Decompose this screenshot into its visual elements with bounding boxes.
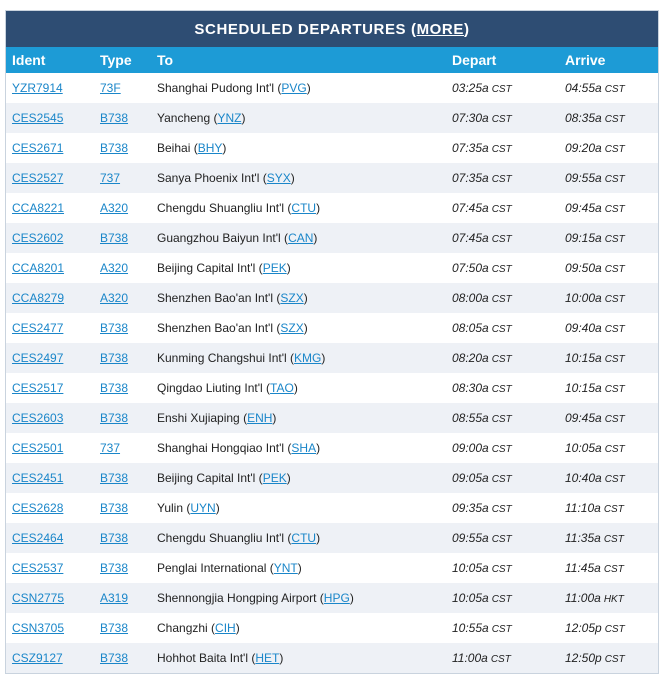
ident-cell [6,343,94,373]
column-header-depart[interactable]: Depart [452,52,497,68]
depart-cell [446,493,559,523]
table-row [6,433,658,463]
type-cell [94,223,151,253]
arrive-cell [559,523,658,553]
arrive-cell [559,343,658,373]
airport-code-link[interactable]: PEK [262,471,287,485]
depart-cell [446,403,559,433]
arrive-time: 09:40a [565,321,602,335]
depart-time: 10:05a [452,591,489,605]
arrive-timezone: CST [604,294,625,305]
table-row [6,553,658,583]
airport-code-link[interactable]: TAO [270,381,294,395]
destination-cell: Penglai International (YNT) [157,561,302,575]
destination-name: Enshi Xujiaping [157,411,240,425]
airport-code-link[interactable]: KMG [294,351,322,365]
airport-code-link[interactable]: PVG [281,81,307,95]
arrive-time: 10:15a [565,381,602,395]
depart-timezone: CST [491,624,512,635]
depart-time: 07:45a [452,201,489,215]
ident-cell [6,313,94,343]
arrive-timezone: CST [604,354,625,365]
depart-time: 08:55a [452,411,489,425]
arrive-time: 04:55a [565,81,602,95]
depart-timezone: CST [491,294,512,305]
arrive-cell [559,403,658,433]
ident-cell [6,493,94,523]
arrive-time: 09:50a [565,261,602,275]
depart-timezone: CST [490,654,511,665]
airport-code-link[interactable]: CIH [215,621,236,635]
table-body [6,73,658,673]
aircraft-type-link[interactable]: B738 [100,141,129,155]
depart-time: 03:25a [452,81,489,95]
aircraft-type-link[interactable]: 73F [100,81,121,95]
column-header-to[interactable]: To [157,52,174,68]
table-row [6,103,658,133]
scheduled-departures-widget [5,10,659,674]
ident-cell [6,193,94,223]
arrive-time: 11:10a [565,501,601,515]
table-row [6,313,658,343]
airport-code-link[interactable]: ENH [247,411,273,425]
aircraft-type-link[interactable]: 737 [100,171,121,185]
destination-name: Changzhi [157,621,208,635]
arrive-cell [559,73,658,103]
arrive-timezone: CST [603,504,624,515]
aircraft-type-link[interactable]: B738 [100,471,129,485]
ident-cell [6,583,94,613]
flight-ident-link[interactable]: CES2527 [12,171,64,185]
arrive-time: 10:40a [565,471,602,485]
depart-timezone: CST [491,264,512,275]
depart-cell [446,103,559,133]
ident-cell [6,553,94,583]
arrive-timezone: CST [604,324,625,335]
more-paren-close: ) [463,20,470,38]
table-row [6,193,658,223]
depart-cell [446,283,559,313]
depart-time: 09:35a [452,501,489,515]
more-paren-open: ( [410,20,417,38]
depart-timezone: CST [491,384,512,395]
destination-cell: Yulin (UYN) [157,501,220,515]
depart-timezone: CST [491,594,512,605]
airport-code-link[interactable]: CTU [291,531,317,545]
depart-cell [446,373,559,403]
arrive-timezone: CST [604,264,625,275]
depart-cell [446,253,559,283]
flight-ident-link[interactable]: CSN2775 [12,591,65,605]
depart-cell [446,583,559,613]
aircraft-type-link[interactable]: B738 [100,351,129,365]
ident-cell [6,133,94,163]
aircraft-type-link[interactable]: B738 [100,111,129,125]
depart-cell [446,553,559,583]
flight-ident-link[interactable]: CES2537 [12,561,64,575]
depart-timezone: CST [491,534,512,545]
arrive-cell [559,553,658,583]
aircraft-type-link[interactable]: B738 [100,381,129,395]
destination-cell: Guangzhou Baiyun Int'l (CAN) [157,231,318,245]
destination-name: Beijing Capital Int'l [157,471,256,485]
flight-ident-link[interactable]: CCA8201 [12,261,65,275]
arrive-cell [559,283,658,313]
airport-code-link[interactable]: UYN [190,501,216,515]
type-cell [94,253,151,283]
flight-ident-link[interactable]: CES2603 [12,411,64,425]
depart-timezone: CST [491,414,512,425]
table-row [6,343,658,373]
arrive-time: 09:15a [565,231,602,245]
arrive-cell [559,613,658,643]
destination-name: Yancheng [157,111,211,125]
arrive-cell [559,193,658,223]
destination-name: Hohhot Baita Int'l [157,651,249,665]
destination-cell: Hohhot Baita Int'l (HET) [157,651,284,665]
airport-code-link[interactable]: SHA [291,441,317,455]
arrive-cell [559,253,658,283]
arrive-time: 09:45a [565,201,602,215]
depart-time: 09:00a [452,441,489,455]
destination-name: Beijing Capital Int'l [157,261,256,275]
aircraft-type-link[interactable]: B738 [100,561,129,575]
depart-cell [446,643,559,673]
depart-timezone: CST [491,144,512,155]
more-link[interactable]: MORE [416,20,464,38]
arrive-cell [559,163,658,193]
depart-cell [446,193,559,223]
depart-time: 07:35a [452,141,489,155]
type-cell [94,313,151,343]
destination-cell: Shanghai Hongqiao Int'l (SHA) [157,441,321,455]
arrive-cell [559,133,658,163]
type-cell [94,283,151,313]
depart-timezone: CST [491,354,512,365]
depart-cell [446,163,559,193]
type-cell [94,73,151,103]
arrive-timezone: CST [604,414,625,425]
flight-ident-link[interactable]: CES2477 [12,321,64,335]
arrive-time: 12:05p [565,621,602,635]
ident-cell [6,373,94,403]
ident-cell [6,73,94,103]
ident-cell [6,523,94,553]
destination-cell: Shenzhen Bao'an Int'l (SZX) [157,321,308,335]
flight-ident-link[interactable]: CCA8279 [12,291,65,305]
arrive-timezone: CST [604,114,625,125]
flight-ident-link[interactable]: CCA8221 [12,201,65,215]
depart-time: 07:35a [452,171,489,185]
destination-name: Sanya Phoenix Int'l [157,171,260,185]
depart-time: 07:50a [452,261,489,275]
arrive-cell [559,103,658,133]
type-cell [94,613,151,643]
depart-cell [446,523,559,553]
arrive-time: 12:50p [565,651,602,665]
destination-cell: Chengdu Shuangliu Int'l (CTU) [157,531,321,545]
destination-name: Shenzhen Bao'an Int'l [157,321,274,335]
depart-time: 07:45a [452,231,489,245]
depart-cell [446,223,559,253]
arrive-cell [559,433,658,463]
destination-name: Yulin [157,501,184,515]
airport-code-link[interactable]: YNT [273,561,298,575]
column-header-ident[interactable]: Ident [12,52,46,68]
ident-cell [6,643,94,673]
depart-timezone: CST [491,174,512,185]
airport-code-link[interactable]: PEK [262,261,287,275]
depart-timezone: CST [491,564,512,575]
airport-code-link[interactable]: HET [255,651,280,665]
depart-cell [446,343,559,373]
arrive-cell [559,373,658,403]
depart-cell [446,613,559,643]
flight-ident-link[interactable]: CSZ9127 [12,651,63,665]
type-cell [94,463,151,493]
depart-time: 08:30a [452,381,489,395]
destination-name: Kunming Changshui Int'l [157,351,287,365]
destination-cell: Beijing Capital Int'l (PEK) [157,471,291,485]
widget-title: SCHEDULED DEPARTURES [194,20,407,38]
ident-cell [6,223,94,253]
type-cell [94,373,151,403]
flight-ident-link[interactable]: CES2545 [12,111,64,125]
type-cell [94,553,151,583]
destination-name: Penglai International [157,561,267,575]
arrive-cell [559,583,658,613]
destination-name: Qingdao Liuting Int'l [157,381,263,395]
destination-cell: Shanghai Pudong Int'l (PVG) [157,81,311,95]
type-cell [94,523,151,553]
flight-ident-link[interactable]: CES2451 [12,471,64,485]
airport-code-link[interactable]: SZX [280,291,304,305]
table-row [6,493,658,523]
depart-time: 11:00a [452,651,488,665]
arrive-time: 10:15a [565,351,602,365]
table-row [6,223,658,253]
destination-name: Shanghai Pudong Int'l [157,81,275,95]
arrive-cell [559,643,658,673]
flight-ident-link[interactable]: CES2671 [12,141,64,155]
airport-code-link[interactable]: BHY [197,141,223,155]
type-cell [94,433,151,463]
aircraft-type-link[interactable]: B738 [100,501,129,515]
arrive-cell [559,313,658,343]
aircraft-type-link[interactable]: B738 [100,621,129,635]
arrive-timezone: CST [604,144,625,155]
airport-code-link[interactable]: CAN [288,231,314,245]
destination-name: Chengdu Shuangliu Int'l [157,531,285,545]
type-cell [94,163,151,193]
arrive-cell [559,463,658,493]
destination-cell: Qingdao Liuting Int'l (TAO) [157,381,298,395]
airport-code-link[interactable]: YNZ [217,111,242,125]
arrive-timezone: CST [604,444,625,455]
aircraft-type-link[interactable]: A320 [100,291,129,305]
destination-cell: Shenzhen Bao'an Int'l (SZX) [157,291,308,305]
widget-title-bar [6,11,658,47]
table-header [6,47,658,73]
ident-cell [6,463,94,493]
aircraft-type-link[interactable]: B738 [100,411,129,425]
depart-timezone: CST [491,84,512,95]
depart-time: 09:05a [452,471,489,485]
depart-time: 08:20a [452,351,489,365]
aircraft-type-link[interactable]: A319 [100,591,129,605]
type-cell [94,583,151,613]
destination-name: Shenzhen Bao'an Int'l [157,291,274,305]
destination-name: Chengdu Shuangliu Int'l [157,201,285,215]
flight-ident-link[interactable]: CES2497 [12,351,64,365]
depart-timezone: CST [491,504,512,515]
flight-ident-link[interactable]: CES2464 [12,531,64,545]
table-row [6,253,658,283]
depart-time: 09:55a [452,531,489,545]
flight-ident-link[interactable]: CES2517 [12,381,64,395]
arrive-time: 11:35a [565,531,601,545]
flight-ident-link[interactable]: YZR7914 [12,81,63,95]
depart-timezone: CST [491,234,512,245]
airport-code-link[interactable]: CTU [291,201,317,215]
destination-cell: Chengdu Shuangliu Int'l (CTU) [157,201,321,215]
ident-cell [6,253,94,283]
arrive-timezone: CST [604,204,625,215]
table-row [6,373,658,403]
aircraft-type-link[interactable]: B738 [100,651,129,665]
arrive-timezone: CST [603,564,624,575]
aircraft-type-link[interactable]: B738 [100,321,129,335]
aircraft-type-link[interactable]: 737 [100,441,121,455]
arrive-timezone: CST [604,624,625,635]
table-row [6,403,658,433]
flight-ident-link[interactable]: CES2602 [12,231,64,245]
arrive-timezone: CST [604,474,625,485]
flight-ident-link[interactable]: CSN3705 [12,621,65,635]
airport-code-link[interactable]: HPG [323,591,350,605]
destination-cell: Beihai (BHY) [157,141,227,155]
arrive-time: 09:55a [565,171,602,185]
arrive-time: 10:00a [565,291,602,305]
type-cell [94,403,151,433]
destination-cell: Shennongjia Hongping Airport (HPG) [157,591,354,605]
destination-name: Beihai [157,141,191,155]
arrive-time: 11:00a [565,591,601,605]
table-row [6,523,658,553]
ident-cell [6,163,94,193]
ident-cell [6,433,94,463]
table-row [6,583,658,613]
type-cell [94,343,151,373]
table-row [6,163,658,193]
destination-name: Shennongjia Hongping Airport [157,591,317,605]
aircraft-type-link[interactable]: B738 [100,231,129,245]
column-header-type[interactable]: Type [100,52,132,68]
arrive-time: 08:35a [565,111,602,125]
depart-cell [446,313,559,343]
aircraft-type-link[interactable]: A320 [100,261,129,275]
depart-time: 08:05a [452,321,489,335]
departures-table [6,47,658,673]
depart-time: 10:55a [452,621,489,635]
arrive-timezone: CST [604,84,625,95]
arrive-cell [559,223,658,253]
destination-cell: Sanya Phoenix Int'l (SYX) [157,171,295,185]
arrive-timezone: CST [604,174,625,185]
flight-ident-link[interactable]: CES2628 [12,501,64,515]
arrive-time: 11:45a [565,561,601,575]
aircraft-type-link[interactable]: A320 [100,201,129,215]
depart-timezone: CST [491,324,512,335]
airport-code-link[interactable]: SYX [266,171,291,185]
type-cell [94,103,151,133]
ident-cell [6,403,94,433]
arrive-cell [559,493,658,523]
destination-cell: Kunming Changshui Int'l (KMG) [157,351,326,365]
flight-ident-link[interactable]: CES2501 [12,441,64,455]
destination-cell: Enshi Xujiaping (ENH) [157,411,277,425]
arrive-timezone: CST [603,534,624,545]
destination-name: Shanghai Hongqiao Int'l [157,441,285,455]
depart-cell [446,73,559,103]
arrive-timezone: CST [604,384,625,395]
type-cell [94,493,151,523]
type-cell [94,643,151,673]
arrive-timezone: HKT [603,594,624,605]
table-row [6,463,658,493]
airport-code-link[interactable]: SZX [280,321,304,335]
ident-cell [6,103,94,133]
type-cell [94,193,151,223]
depart-timezone: CST [491,114,512,125]
header-row [6,47,658,73]
arrive-timezone: CST [604,654,625,665]
arrive-time: 09:45a [565,411,602,425]
arrive-timezone: CST [604,234,625,245]
depart-cell [446,463,559,493]
depart-time: 10:05a [452,561,489,575]
table-row [6,283,658,313]
type-cell [94,133,151,163]
destination-cell: Changzhi (CIH) [157,621,240,635]
arrive-time: 09:20a [565,141,602,155]
destination-name: Guangzhou Baiyun Int'l [157,231,281,245]
depart-cell [446,433,559,463]
depart-timezone: CST [491,474,512,485]
depart-time: 08:00a [452,291,489,305]
table-row [6,133,658,163]
ident-cell [6,283,94,313]
depart-time: 07:30a [452,111,489,125]
depart-timezone: CST [491,444,512,455]
depart-timezone: CST [491,204,512,215]
column-header-arrive[interactable]: Arrive [565,52,606,68]
depart-cell [446,133,559,163]
arrive-time: 10:05a [565,441,602,455]
destination-cell: Beijing Capital Int'l (PEK) [157,261,291,275]
table-row [6,73,658,103]
table-row [6,643,658,673]
destination-cell: Yancheng (YNZ) [157,111,246,125]
aircraft-type-link[interactable]: B738 [100,531,129,545]
ident-cell [6,613,94,643]
table-row [6,613,658,643]
